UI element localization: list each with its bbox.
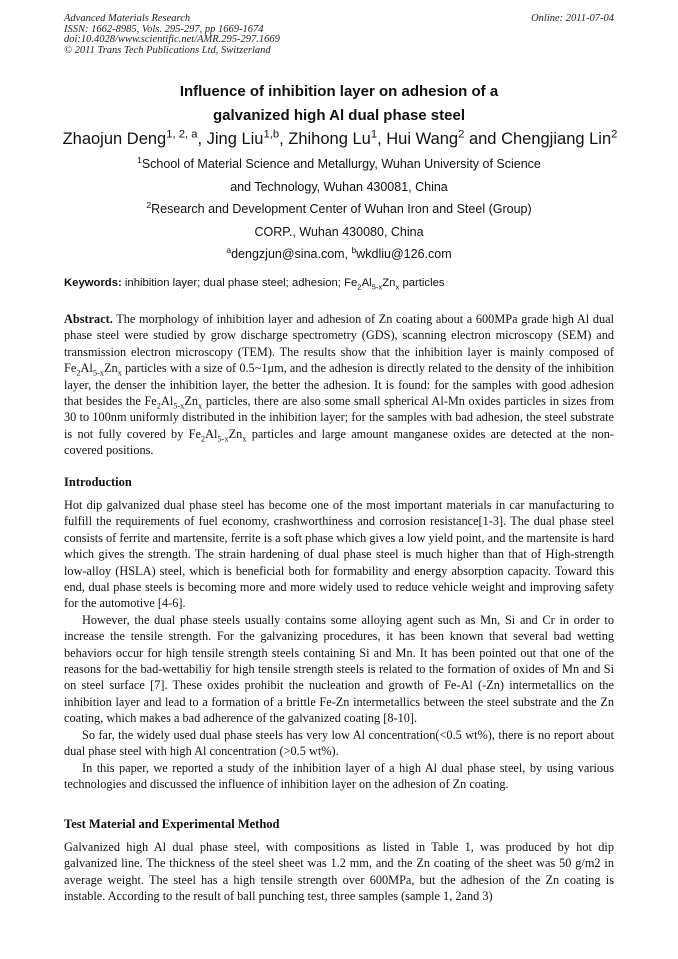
affiliation-mark: 2 (146, 199, 152, 210)
method-body (64, 839, 614, 905)
keywords-line (64, 276, 614, 291)
author-name: Chengjiang Lin (501, 130, 612, 148)
journal-name: Advanced Materials Research (64, 13, 191, 24)
author-separator: , (377, 130, 387, 148)
keywords-label: Keywords: (64, 277, 122, 289)
author-separator: , (197, 130, 207, 148)
author-affiliation-mark: 2 (458, 128, 465, 141)
abstract-label: Abstract. (64, 312, 113, 326)
paper-title (64, 80, 614, 128)
formula-subscript: 2 (200, 434, 206, 444)
paragraph: Galvanized high Al dual phase steel, with compositions as listed in Table 1, was produced by hot dip galvanized line. The thickness of the steel sheet was 1.2 mm, and the Zn coating of the sheet was 50 g/m2 in average weight. The steel has a high tensile strength over 600MPa, but the adhesion of the Zn coating is instable. According to the result of ball punching test, three samples (sample 1, 2and 3) (64, 840, 614, 904)
affiliations (64, 153, 614, 266)
abstract-text: particles and large amount manganese oxides are detected at the non-covered positions. (64, 426, 614, 458)
paragraph: In this paper, we reported a study of the inhibition layer of a high Al dual phase steel, by using various technologies and discussed the influence of inhibition layer on the adhesion of Zn coating. (64, 760, 614, 791)
author-separator: and (464, 130, 502, 148)
copyright-line: © 2011 Trans Tech Publications Ltd, Switzerland (64, 44, 271, 56)
affiliation-1 (64, 153, 614, 176)
email-b: wkdliu@126.com (356, 247, 452, 261)
formula-subscript: x (198, 401, 203, 411)
formula-subscript: 2 (357, 282, 362, 292)
affiliation-mark: 1 (137, 154, 142, 165)
author-name: Zhihong Lu (288, 130, 371, 148)
author-name: Zhaojun Deng (62, 130, 167, 148)
paragraph: However, the dual phase steels usually contains some alloying agent such as Mn, Si and Cr in order to increase the tensile strength. For the galvanizing procedures, it has been known that several bad wetting behaviors occur for high tensile strength steels containing Si and Mn. It has been pointed out that one of the reasons for the bad-wettabiliy for high tensile strength steels is related to the formation of oxides of Mn and Si on steel surface [7]. These oxides prohibit the nucleation and growth of Fe-Al (-Zn) intermetallics on the inhibition layer and lead to a formation of a brittle Fe-Zn intermetallics between the steel substrate and the Zn coating, which makes a bad adherence of the galvanized coating [8-10]. (64, 612, 614, 726)
formula-subscript: x (242, 434, 247, 444)
online-date: Online: 2011-07-04 (531, 13, 614, 24)
author-affiliation-mark: 1 (370, 128, 378, 141)
formula-subscript: x (117, 368, 122, 378)
abstract-text: particles with a size of 0.5~1μm, and the adhesion is directly related to the density of the inhibition layer, the denser the inhibition layer, the better the adhesion. It is found: for the samples with good adhesion that besides the Fe (64, 361, 614, 409)
author-affiliation-mark: 1, 2, a (166, 128, 198, 141)
section-heading-method: Test Material and Experimental Method (64, 817, 280, 831)
abstract-text: Zn (103, 361, 118, 376)
abstract-text: Al (160, 394, 174, 409)
abstract-text: Al (205, 426, 218, 441)
paragraph: So far, the widely used dual phase steels has very low Al concentration(<0.5 wt%), there is no report about dual phase steel with high Al concentration (>0.5 wt%). (64, 727, 614, 759)
keywords-text: particles (399, 277, 445, 289)
affiliation-2-cont: CORP., Wuhan 430080, China (254, 224, 424, 239)
email-a: dengzjun@sina.com, (231, 247, 352, 261)
author-affiliation-mark: 2 (611, 128, 618, 141)
email-mark: a (226, 244, 232, 255)
title-line-2: galvanized high Al dual phase steel (212, 107, 465, 124)
formula-subscript: 2 (156, 401, 161, 411)
abstract-text: Zn (228, 426, 243, 441)
abstract-text: The morphology of inhibition layer and adhesion of Zn coating about a 600MPa grade high Al dual phase steel were studied by grow discharge spectrometry (GDS), scanning electron microscopy (SEM) and transmission electron microscopy (TEM). The results show that the inhibition layer is mainly composed of Fe (64, 312, 614, 376)
abstract-text: Zn (184, 394, 199, 409)
paragraph: Hot dip galvanized dual phase steel has become one of the most important materials in car manufacturing to fulfill the requirements of fuel economy, crashworthiness and corrosion resistance[1-3]. The dual phase steel consists of ferrite and martensite, ferrite is a soft phase which gives a low yield point, and the martensite is hard which gives the strength. The strain hardening of dual phase steel is much higher than that of High-strength low-alloy (HSLA) steel, which is beneficial both for formability and energy absorption capacity. Toward this end, dual phase steels is becoming more and more widely used to reduce vehicle weight and improving safety for the automotive [4-6]. (64, 498, 614, 611)
keywords-text: Al (361, 277, 372, 289)
author-name: Jing Liu (206, 130, 264, 148)
abstract-text: Al (80, 361, 93, 376)
doi-line: doi:10.4028/www.scientific.net/AMR.295-297.1669 (64, 34, 280, 46)
formula-subscript: 5-x (217, 434, 229, 444)
section-heading-introduction: Introduction (64, 475, 132, 489)
affiliation-text: School of Material Science and Metallurgy, Wuhan University of Science (141, 157, 541, 171)
author-list (40, 127, 640, 151)
formula-subscript: 5-x (371, 282, 383, 292)
formula-subscript: 2 (76, 368, 81, 378)
email-mark: b (351, 244, 357, 255)
issn-line: ISSN: 1662-8985, Vols. 295-297, pp 1669-1674 (64, 23, 264, 35)
title-line-1: Influence of inhibition layer on adhesion of a (179, 83, 499, 100)
author-emails (64, 243, 614, 266)
affiliation-2 (64, 198, 614, 221)
affiliation-text: Research and Development Center of Wuhan Iron and Steel (Group) (151, 202, 532, 216)
formula-subscript: x (395, 282, 400, 292)
formula-subscript: 5-x (173, 401, 185, 411)
keywords-text: Zn (382, 277, 396, 289)
formula-subscript: 5-x (92, 368, 104, 378)
abstract (64, 311, 614, 459)
introduction-body (64, 497, 614, 792)
author-name: Hui Wang (386, 130, 459, 148)
abstract-text: particles, there are also some small spherical Al-Mn oxides particles in sizes from 30 to 100nm uniformly distributed in the inhibition layer; for the samples with bad adhesion, the steel substrate is not fully covered by Fe (64, 394, 614, 441)
journal-header (64, 14, 280, 56)
author-separator: , (279, 130, 289, 148)
affiliation-1-cont: and Technology, Wuhan 430081, China (230, 179, 448, 194)
author-affiliation-mark: 1,b (263, 128, 280, 141)
keywords-text: inhibition layer; dual phase steel; adhesion; Fe (121, 277, 358, 289)
